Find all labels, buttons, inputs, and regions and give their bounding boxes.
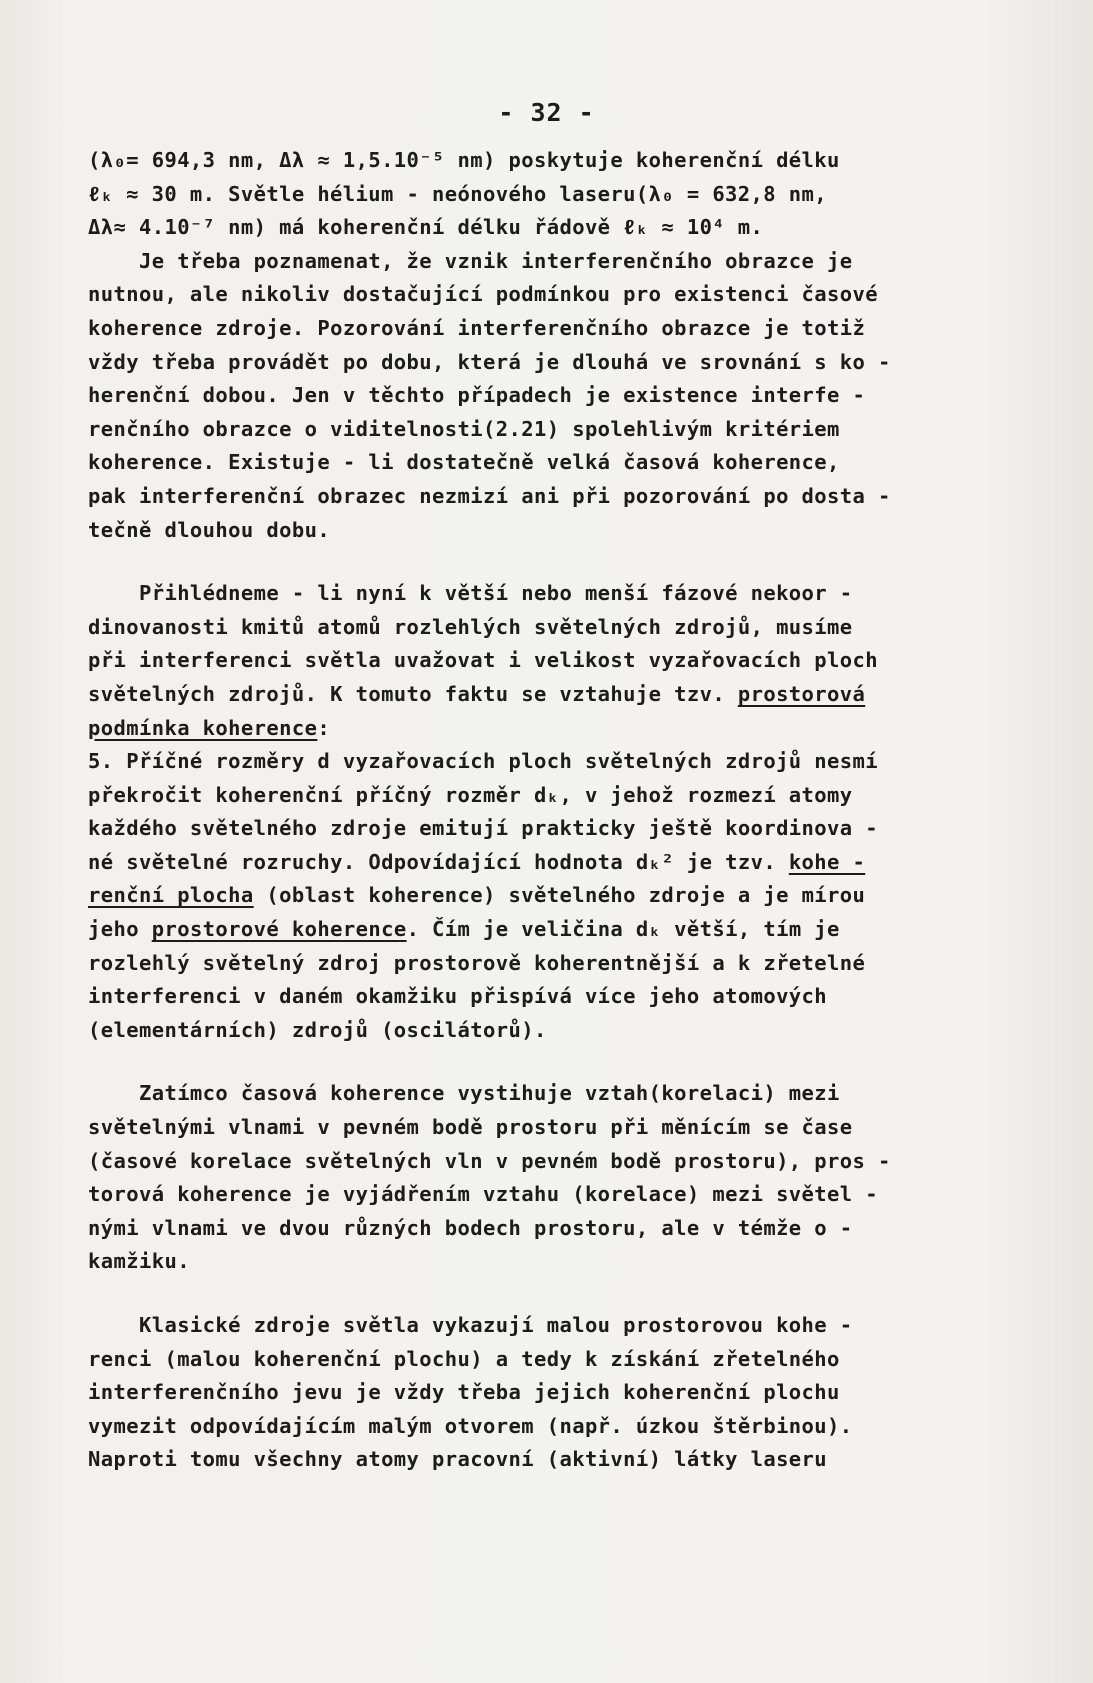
text-line: (λ₀= 694,3 nm, Δλ ≈ 1,5.10⁻⁵ nm) poskytuje koherenční délku [88, 148, 840, 172]
text-segment: (oblast koherence) světelného zdroje a je mírou [253, 883, 866, 908]
text-line: herenční dobou. Jen v těchto případech je existence interfe - [88, 383, 866, 408]
text-line: (elementárních) zdrojů (oscilátorů). [88, 1017, 547, 1042]
text-line: tečně dlouhou dobu. [88, 517, 331, 542]
term-prostorova: prostorová [737, 681, 866, 706]
text-line: Přihlédneme - li nyní k větší nebo menší fázové nekoor - [88, 581, 853, 606]
text-line: vždy třeba provádět po dobu, která je dlouhá ve srovnání s ko - [88, 349, 891, 374]
text-line: pak interferenční obrazec nezmizí ani při pozorování po dosta - [88, 483, 891, 508]
page-number: - 32 - [498, 98, 595, 127]
text-line [88, 712, 1028, 746]
text-line: koherence. Existuje - li dostatečně velká časová koherence, [88, 450, 840, 475]
text-line: renčního obrazce o viditelnosti(2.21) spolehlivým kritériem [88, 416, 840, 441]
text-segment: : [317, 715, 331, 740]
text-line: každého světelného zdroje emitují prakticky ještě koordinova - [88, 816, 879, 841]
text-line: vymezit odpovídajícím malým otvorem (např. úzkou štěrbinou). [88, 1413, 853, 1438]
text-line: ℓₖ ≈ 30 m. Světle hélium - neónového laseru(λ₀ = 632,8 nm, [88, 181, 827, 206]
text-segment: světelných zdrojů. K tomuto faktu se vztahuje tzv. [88, 681, 738, 706]
text-line [88, 879, 1028, 913]
body-text [88, 144, 1028, 1477]
text-line: Δλ≈ 4.10⁻⁷ nm) má koherenční délku řádově ℓₖ ≈ 10⁴ m. [88, 215, 764, 240]
paragraph-gap [88, 1047, 1028, 1077]
text-line: interferenčního jevu je vždy třeba jejich koherenční plochu [88, 1380, 840, 1405]
text-line: (časové korelace světelných vln v pevném bodě prostoru), pros - [88, 1148, 891, 1173]
term-rencni-plocha: renční plocha [88, 883, 254, 908]
text-line: Klasické zdroje světla vykazují malou prostorovou kohe - [88, 1313, 853, 1337]
text-line: interferenci v daném okamžiku přispívá více jeho atomových [88, 984, 828, 1009]
text-line: světelnými vlnami v pevném bodě prostoru při měnícím se čase [88, 1115, 853, 1140]
text-segment: né světelné rozruchy. Odpovídající hodnota dₖ² je tzv. [88, 849, 789, 874]
text-line [88, 913, 1028, 947]
text-line: nutnou, ale nikoliv dostačující podmínkou pro existenci časové [88, 282, 879, 307]
text-segment: . Čím je veličina dₖ větší, tím je [406, 917, 840, 942]
text-line: 5. Příčné rozměry d vyzařovacích ploch světelných zdrojů nesmí [88, 749, 879, 774]
text-line: torová koherence je vyjádřením vztahu (korelace) mezi světel - [88, 1182, 879, 1207]
text-line [88, 846, 1028, 880]
text-line: rozlehlý světelný zdroj prostorově koherentnější a k zřetelné [88, 950, 866, 975]
text-line: Naproti tomu všechny atomy pracovní (aktivní) látky laseru [88, 1447, 828, 1472]
paragraph-gap [88, 1279, 1028, 1309]
term-kohe: kohe - [788, 849, 866, 874]
text-line: Je třeba poznamenat, že vznik interferenčního obrazce je [88, 248, 853, 273]
text-line [88, 678, 1028, 712]
text-segment: jeho [88, 917, 152, 942]
text-line: při interferenci světla uvažovat i velikost vyzařovacích ploch [88, 648, 879, 673]
text-line: nými vlnami ve dvou různých bodech prostoru, ale v témže o - [88, 1215, 853, 1240]
text-line: překročit koherenční příčný rozměr dₖ, v jehož rozmezí atomy [88, 782, 853, 807]
term-podminka-koherence: podmínka koherence [88, 715, 318, 740]
text-line: renci (malou koherenční plochu) a tedy k získání zřetelného [88, 1346, 840, 1371]
term-prostorove-koherence: prostorové koherence [151, 917, 407, 942]
paragraph-gap [88, 547, 1028, 577]
text-line: Zatímco časová koherence vystihuje vztah(korelaci) mezi [88, 1081, 840, 1106]
text-line: koherence zdroje. Pozorování interferenčního obrazce je totiž [88, 315, 866, 340]
text-line: dinovanosti kmitů atomů rozlehlých světelných zdrojů, musíme [88, 614, 853, 639]
text-line: kamžiku. [88, 1249, 190, 1274]
